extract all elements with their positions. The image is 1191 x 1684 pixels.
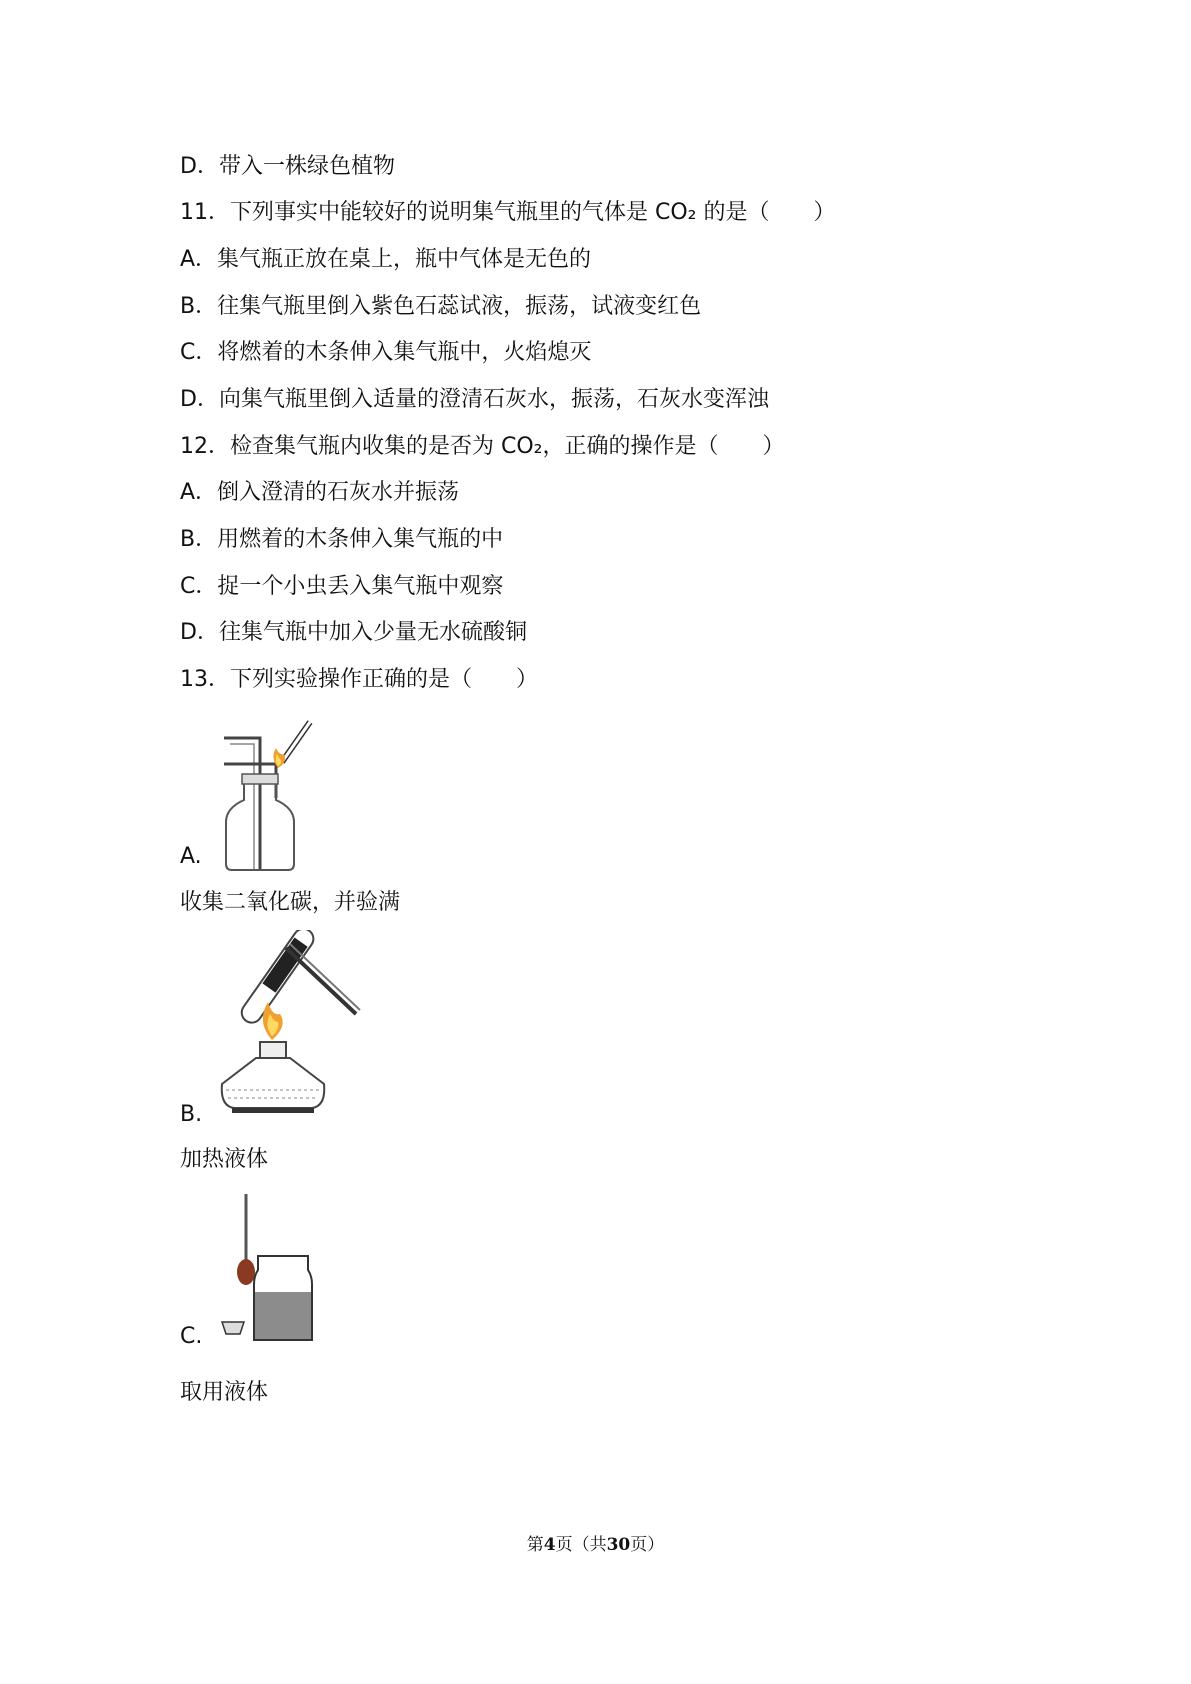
page-footer xyxy=(0,1530,1191,1555)
footer-page-number: 4 xyxy=(543,1535,556,1555)
tube-holder xyxy=(286,948,356,1014)
option-b-q11: B．往集气瓶里倒入紫色石蕊试液，振荡，试液变红色 xyxy=(180,294,702,319)
footer-suffix: 页） xyxy=(630,1535,665,1555)
footer-prefix: 第 xyxy=(526,1535,544,1555)
alcohol-lamp xyxy=(222,1058,325,1108)
question-11: 11．下列事实中能较好的说明集气瓶里的气体是 CO₂ 的是（ ） xyxy=(180,200,836,225)
option-b-caption: 加热液体 xyxy=(180,1147,269,1172)
footer-total-pages: 30 xyxy=(606,1535,631,1555)
option-a-letter: A. xyxy=(180,844,202,869)
option-a-q11: A．集气瓶正放在桌上，瓶中气体是无色的 xyxy=(180,247,592,272)
option-a-q12: A．倒入澄清的石灰水并振荡 xyxy=(180,480,460,505)
footer-middle: 页（共 xyxy=(555,1535,607,1555)
question-13: 13．下列实验操作正确的是（ ） xyxy=(180,667,538,692)
option-a-caption: 收集二氧化碳，并验满 xyxy=(180,890,401,915)
option-c-q11: C．将燃着的木条伸入集气瓶中，火焰熄灭 xyxy=(180,340,592,365)
option-c-caption: 取用液体 xyxy=(180,1380,269,1405)
dropper-bulb xyxy=(237,1259,255,1285)
bottle-stopper xyxy=(222,1322,244,1334)
liquid-in-bottle xyxy=(255,1292,311,1339)
liquid-in-tube xyxy=(262,938,307,993)
gas-bottle-figure xyxy=(218,718,328,878)
dropper-bottle-figure xyxy=(218,1192,318,1344)
question-12: 12．检查集气瓶内收集的是否为 CO₂，正确的操作是（ ） xyxy=(180,434,785,459)
option-b-letter: B. xyxy=(180,1102,203,1127)
bottle-stopper xyxy=(242,774,278,784)
option-c-q12: C．捉一个小虫丢入集气瓶中观察 xyxy=(180,574,504,599)
option-b-q12: B．用燃着的木条伸入集气瓶的中 xyxy=(180,527,504,552)
option-d-q12: D．往集气瓶中加入少量无水硫酸铜 xyxy=(180,620,527,645)
option-d-q10: D．带入一株绿色植物 xyxy=(180,154,395,179)
option-c-letter: C. xyxy=(180,1324,203,1349)
option-d-q11: D．向集气瓶里倒入适量的澄清石灰水，振荡，石灰水变浑浊 xyxy=(180,387,769,412)
lamp-wick-holder xyxy=(260,1042,286,1058)
alcohol-lamp-figure xyxy=(216,930,386,1114)
